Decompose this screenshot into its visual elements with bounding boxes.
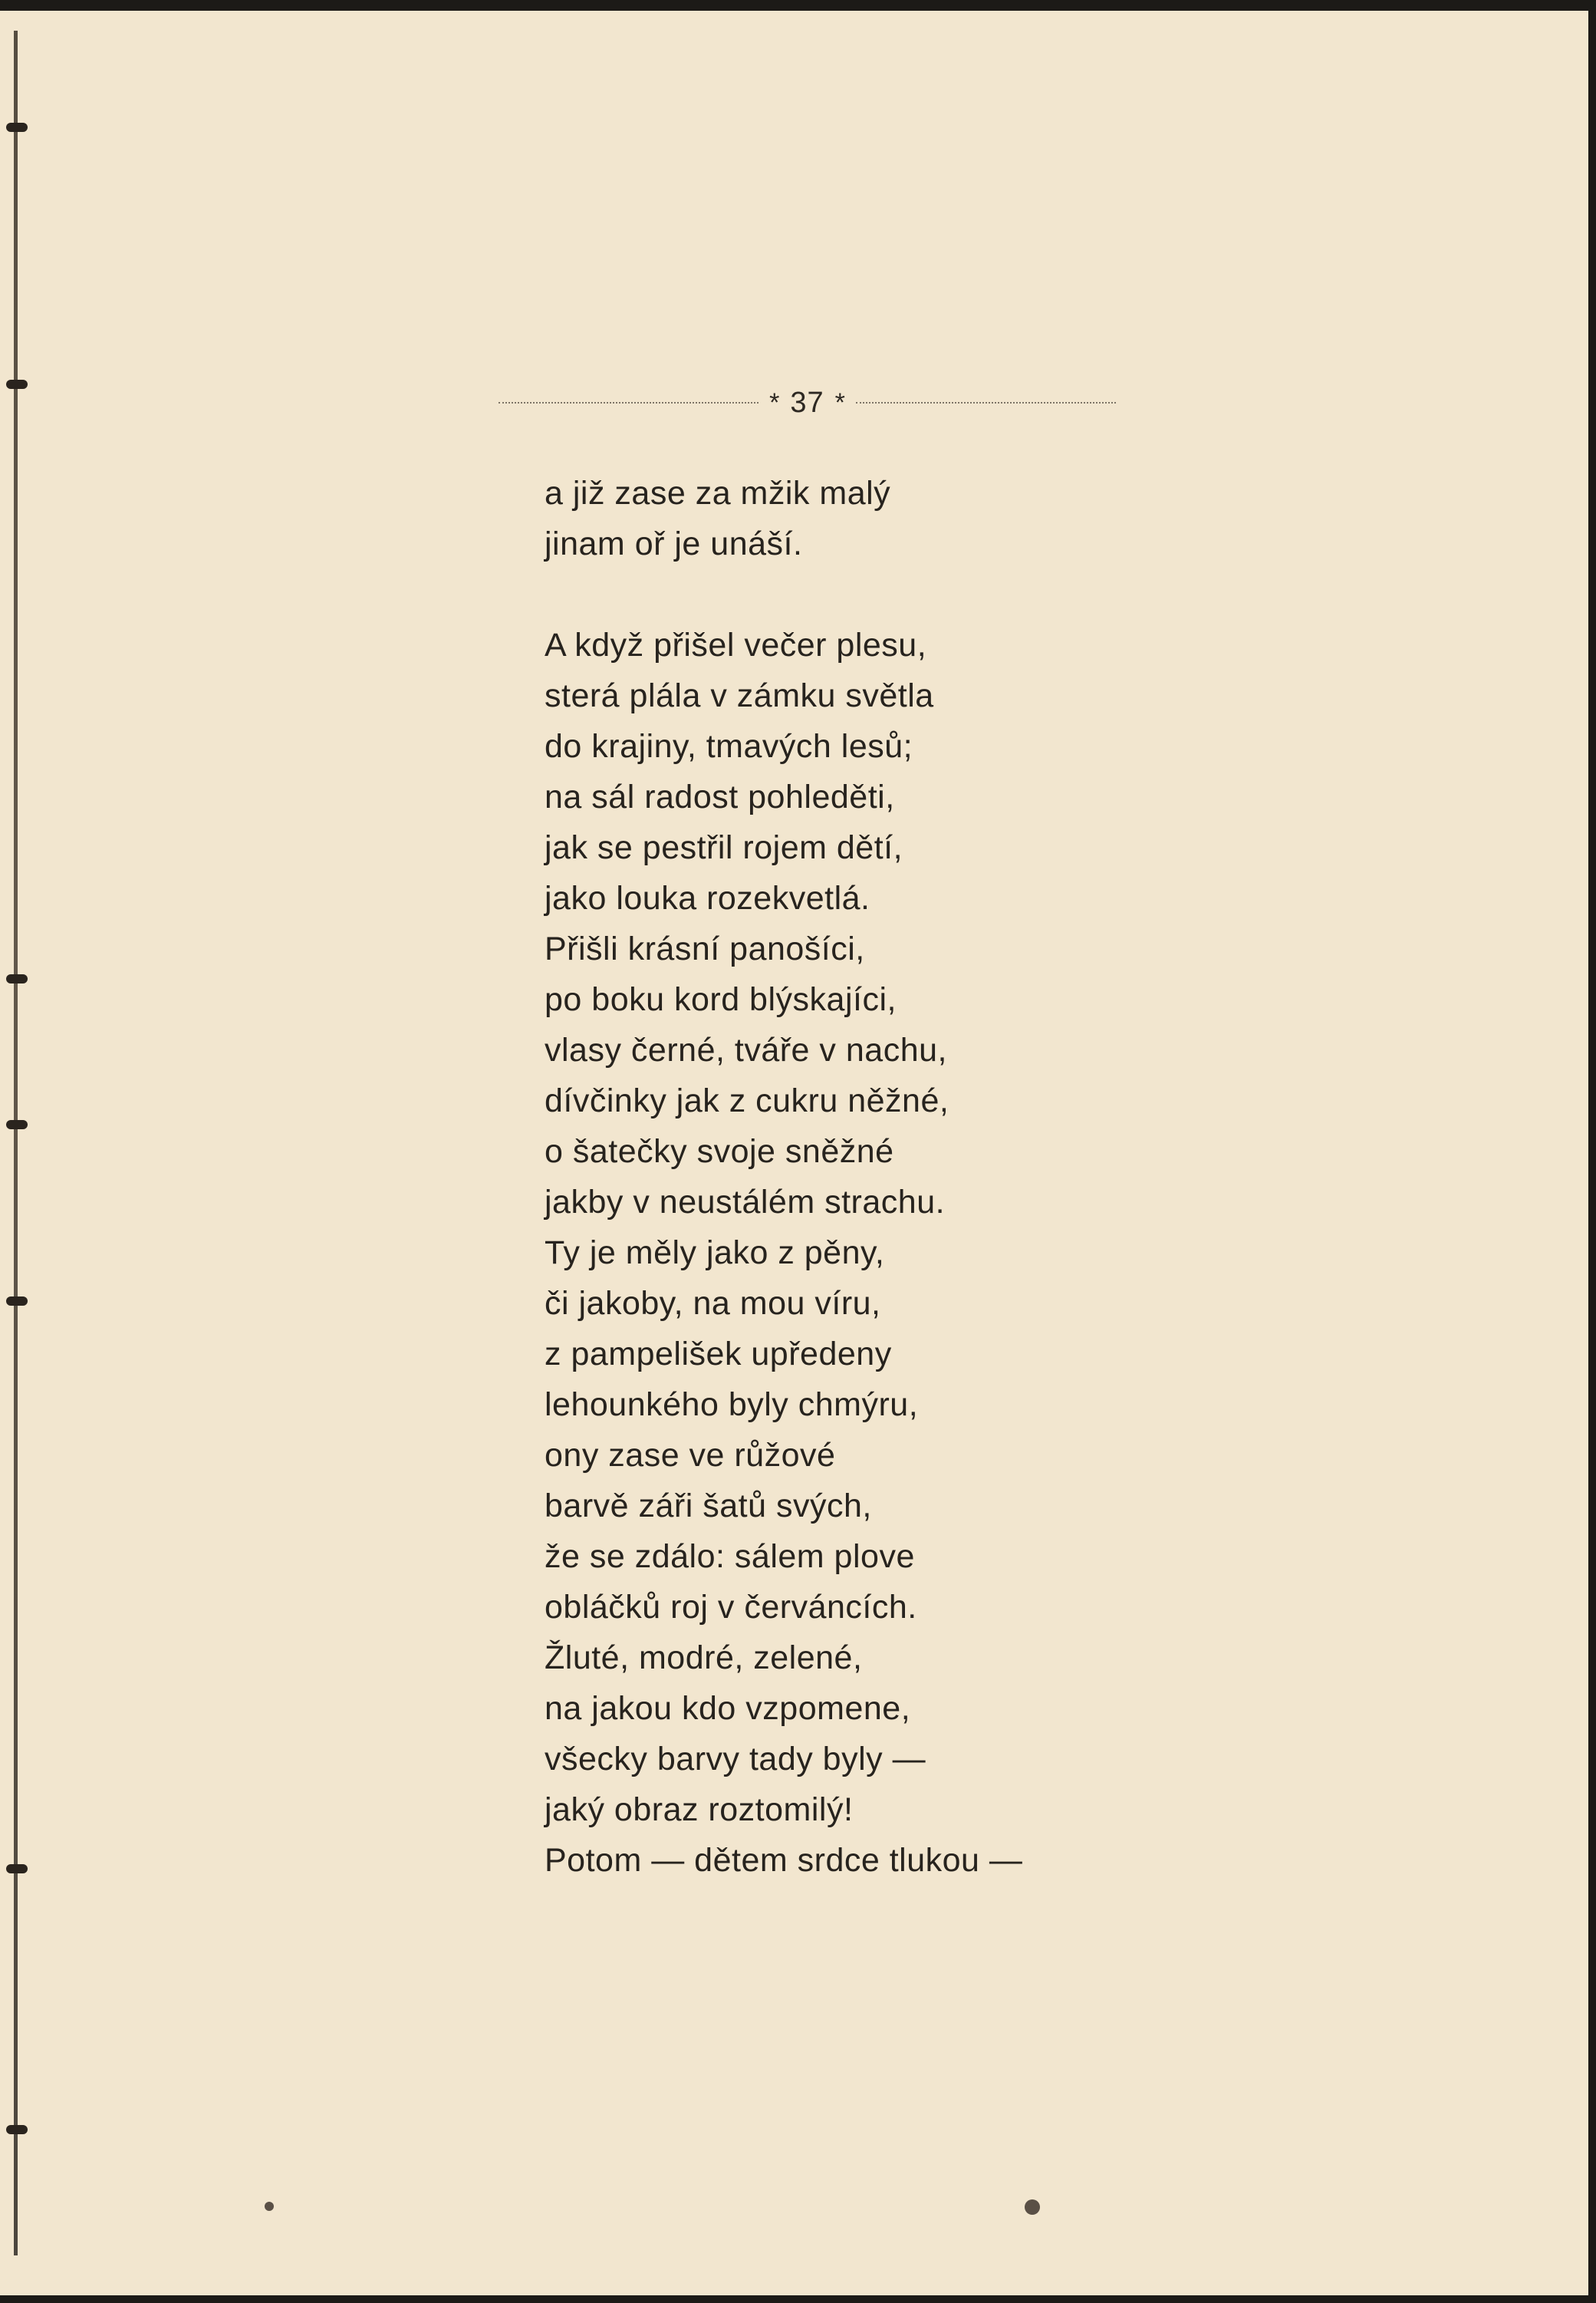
poem-line: A když přišel večer plesu, — [545, 627, 927, 664]
poem-line: jako louka rozekvetlá. — [545, 880, 870, 917]
poem-line: a již zase za mžik malý — [545, 475, 891, 512]
scan-border-top — [0, 0, 1596, 11]
scan-border-bottom — [0, 2295, 1596, 2303]
poem-text — [545, 468, 1158, 1886]
header-rule-left — [499, 402, 759, 404]
poem-line: ony zase ve růžové — [545, 1437, 836, 1474]
binding-mark — [6, 974, 28, 983]
binding-mark — [6, 1296, 28, 1306]
paper-speck — [1025, 2199, 1040, 2215]
poem-line: o šatečky svoje sněžné — [545, 1133, 894, 1170]
poem-line: na jakou kdo vzpomene, — [545, 1690, 911, 1727]
binding-mark — [6, 2125, 28, 2134]
poem-line: Potom — dětem srdce tlukou — — [545, 1842, 1023, 1879]
paper-speck — [265, 2202, 274, 2211]
poem-line: do krajiny, tmavých lesů; — [545, 728, 913, 765]
binding-mark — [6, 123, 28, 132]
poem-line: Přišli krásní panošíci, — [545, 931, 865, 967]
poem-line: jak se pestřil rojem dětí, — [545, 829, 903, 866]
star-ornament-left: * — [769, 388, 780, 417]
poem-line: Žluté, modré, zelené, — [545, 1639, 863, 1676]
scan-border-right — [1588, 0, 1596, 2303]
poem-line: že se zdálo: sálem plove — [545, 1538, 915, 1575]
poem-line: na sál radost pohleděti, — [545, 779, 895, 815]
poem-line: všecky barvy tady byly — — [545, 1741, 926, 1777]
poem-line: obláčků roj v červáncích. — [545, 1589, 917, 1626]
poem-line: jakby v neustálém strachu. — [545, 1184, 946, 1221]
poem-line: lehounkého byly chmýru, — [545, 1386, 919, 1423]
binding-edge — [14, 31, 18, 2255]
poem-line: z pampelišek upředeny — [545, 1336, 892, 1372]
poem-line: po boku kord blýskajíci, — [545, 981, 897, 1018]
page-number: 37 — [790, 386, 824, 419]
poem-line: barvě záři šatů svých, — [545, 1488, 872, 1524]
star-ornament-right: * — [834, 388, 845, 417]
poem-line: sterá plála v zámku světla — [545, 677, 934, 714]
poem-line: Ty je měly jako z pěny, — [545, 1234, 885, 1271]
poem-line: vlasy černé, tváře v nachu, — [545, 1032, 947, 1069]
binding-mark — [6, 1120, 28, 1129]
stanza-break — [545, 569, 1158, 620]
header-rule-right — [856, 402, 1116, 404]
poem-line: jinam oř je unáší. — [545, 526, 803, 562]
page-header — [499, 384, 1116, 422]
poem-line: jaký obraz roztomilý! — [545, 1791, 854, 1828]
binding-mark — [6, 1864, 28, 1873]
binding-mark — [6, 380, 28, 389]
poem-line: dívčinky jak z cukru něžné, — [545, 1082, 949, 1119]
poem-line: či jakoby, na mou víru, — [545, 1285, 881, 1322]
